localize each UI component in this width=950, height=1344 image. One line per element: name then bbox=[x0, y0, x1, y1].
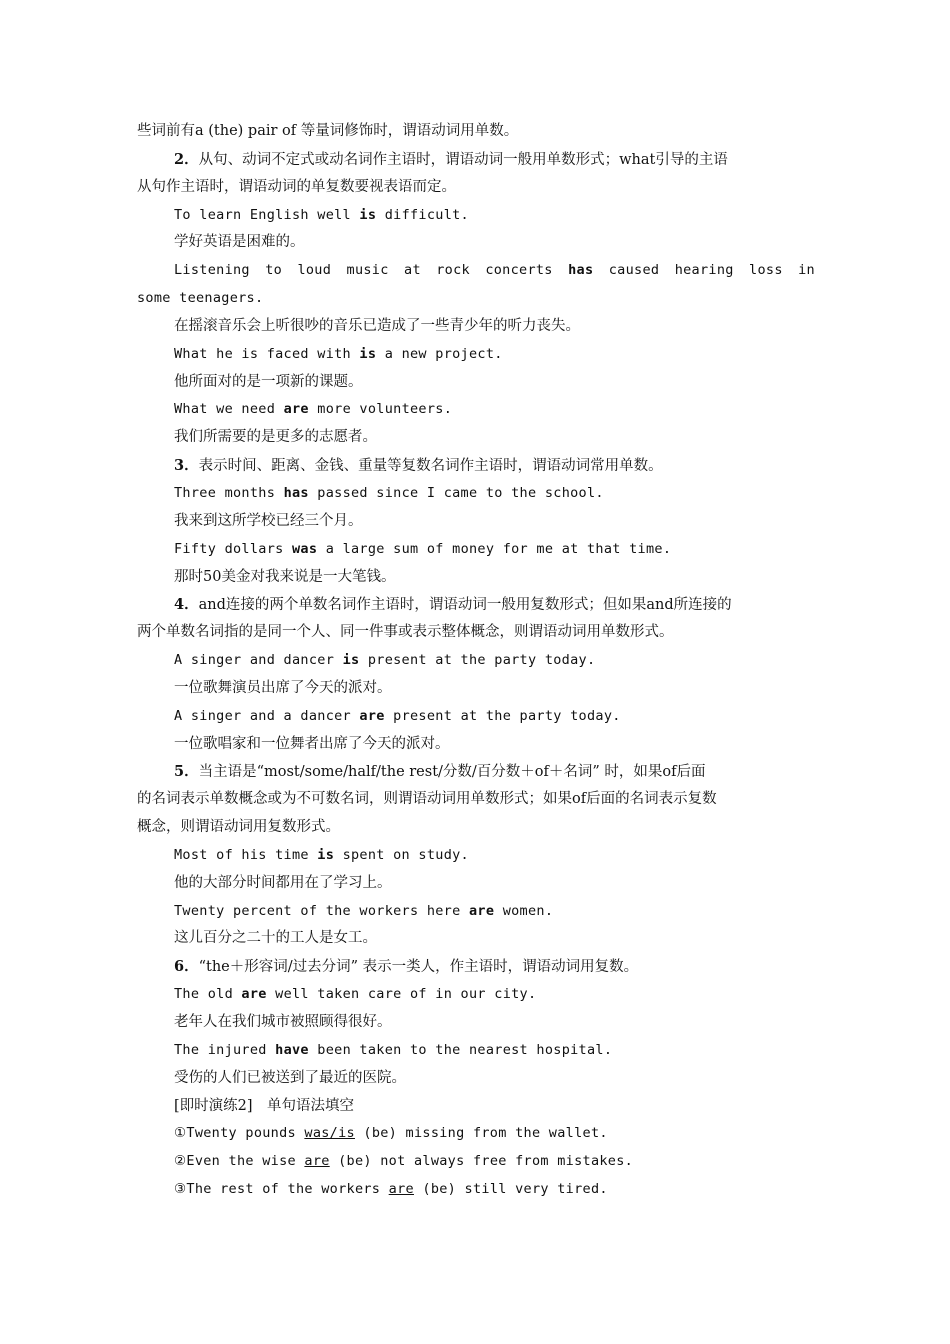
example-sentence bbox=[137, 341, 815, 369]
translation: 学好英语是困难的。 bbox=[174, 234, 305, 251]
example-sentence bbox=[137, 480, 815, 508]
example-text: Three months bbox=[174, 484, 284, 501]
answer-blank: was/is bbox=[304, 1125, 355, 1142]
word: Listening bbox=[174, 262, 250, 279]
verb-highlight: is bbox=[317, 846, 335, 863]
rule-text: 当主语是“most/some/half/the rest/分数/百分数＋of＋名词” 时，如果of后面 bbox=[198, 764, 706, 781]
drill-title: [即时演练2] 单句语法填空 bbox=[174, 1097, 355, 1114]
rule-number: 3． bbox=[174, 457, 199, 475]
exercise-text: ①Twenty pounds bbox=[174, 1125, 305, 1142]
rule-text: 表示时间、距离、金钱、重量等复数名词作主语时，谓语动词常用单数。 bbox=[198, 458, 663, 475]
translation: 受伤的人们已被送到了最近的医院。 bbox=[174, 1069, 406, 1086]
exercise-text: (be) not always free from mistakes. bbox=[329, 1153, 634, 1170]
word: at bbox=[404, 262, 421, 279]
text-line: 概念，则谓语动词用复数形式。 bbox=[137, 819, 340, 836]
example-sentence bbox=[137, 536, 815, 564]
example-text: a large sum of money for me at that time. bbox=[317, 540, 672, 557]
example-text: Fifty dollars bbox=[174, 540, 292, 557]
example-text: A singer and dancer bbox=[174, 652, 343, 669]
exercise-text: ②Even the wise bbox=[174, 1153, 305, 1170]
example-text: present at the party today. bbox=[384, 707, 621, 724]
exercise-item bbox=[137, 1148, 815, 1176]
example-text: well taken care of in our city. bbox=[266, 986, 537, 1003]
example-text: spent on study. bbox=[334, 846, 469, 863]
verb-highlight: was bbox=[292, 540, 318, 557]
text-line: 两个单数名词指的是同一个人、同一件事或表示整体概念，则谓语动词用单数形式。 bbox=[137, 624, 674, 641]
example-text: a new project. bbox=[376, 345, 503, 362]
word: loud bbox=[297, 262, 332, 279]
exercise-text: (be) still very tired. bbox=[413, 1181, 608, 1198]
translation: 一位歌唱家和一位舞者出席了今天的派对。 bbox=[174, 735, 450, 752]
exercise-item bbox=[137, 1120, 815, 1148]
word: in bbox=[798, 262, 815, 279]
example-sentence bbox=[137, 898, 815, 926]
word: to bbox=[265, 262, 283, 279]
example-sentence bbox=[137, 1037, 815, 1065]
text-line: 的名词表示单数概念或为不可数名词，则谓语动词用单数形式；如果of后面的名词表示复数 bbox=[137, 791, 717, 808]
rule-4 bbox=[137, 591, 815, 619]
example-text: present at the party today. bbox=[359, 652, 596, 669]
word: loss bbox=[749, 262, 783, 279]
document-page bbox=[137, 118, 815, 1204]
example-sentence bbox=[137, 842, 815, 870]
verb-highlight: are bbox=[283, 401, 309, 418]
rule-number: 6． bbox=[174, 958, 199, 976]
rule-6 bbox=[137, 953, 815, 981]
example-text: Most of his time bbox=[174, 846, 318, 863]
exercise-item bbox=[137, 1176, 815, 1204]
verb-highlight: is bbox=[359, 206, 377, 223]
translation: 那时50美金对我来说是一大笔钱。 bbox=[174, 568, 396, 585]
example-text: more volunteers. bbox=[308, 401, 453, 418]
verb-highlight: are bbox=[241, 986, 267, 1003]
text-line: 从句作主语时，谓语动词的单复数要视表语而定。 bbox=[137, 178, 456, 195]
rule-number: 4． bbox=[174, 596, 199, 614]
example-text: been taken to the nearest hospital. bbox=[308, 1041, 613, 1058]
rule-number: 2． bbox=[174, 150, 199, 168]
rule-text: “the＋形容词/过去分词” 表示一类人，作主语时，谓语动词用复数。 bbox=[198, 959, 639, 976]
answer-blank: are bbox=[388, 1181, 414, 1198]
verb-highlight: are bbox=[468, 902, 495, 919]
word: music bbox=[346, 262, 389, 279]
example-sentence bbox=[137, 981, 815, 1009]
example-text: A singer and a dancer bbox=[174, 707, 360, 724]
rule-text: and连接的两个单数名词作主语时，谓语动词一般用复数形式；但如果and所连接的 bbox=[198, 597, 732, 614]
example-text: Twenty percent of the workers here bbox=[174, 902, 469, 919]
example-text: women. bbox=[494, 902, 554, 919]
translation: 我们所需要的是更多的志愿者。 bbox=[174, 429, 377, 446]
translation: 他的大部分时间都用在了学习上。 bbox=[174, 874, 392, 891]
example-text: The injured bbox=[174, 1041, 276, 1058]
translation: 老年人在我们城市被照顾得很好。 bbox=[174, 1014, 392, 1030]
example-text: What he is faced with bbox=[174, 345, 360, 362]
example-text: What we need bbox=[174, 401, 284, 418]
translation: 一位歌舞演员出席了今天的派对。 bbox=[174, 679, 392, 696]
example-text: The old bbox=[174, 986, 242, 1003]
translation: 他所面对的是一项新的课题。 bbox=[174, 373, 363, 390]
example-text: difficult. bbox=[376, 206, 469, 223]
verb-highlight: has bbox=[283, 484, 309, 501]
example-continuation: some teenagers. bbox=[137, 290, 264, 307]
verb-highlight: is bbox=[342, 652, 360, 669]
example-sentence bbox=[137, 647, 815, 675]
rule-number: 5． bbox=[174, 763, 199, 781]
word: rock bbox=[436, 262, 470, 279]
example-sentence-justified bbox=[137, 257, 815, 285]
text-line: 些词前有a (the) pair of 等量词修饰时，谓语动词用单数。 bbox=[137, 123, 519, 139]
verb-highlight: has bbox=[568, 262, 594, 279]
rule-3 bbox=[137, 452, 815, 480]
verb-highlight: have bbox=[275, 1041, 309, 1058]
example-text: To learn English well bbox=[174, 206, 360, 223]
rule-5 bbox=[137, 758, 815, 786]
translation: 我来到这所学校已经三个月。 bbox=[174, 512, 363, 529]
exercise-text: ③The rest of the workers bbox=[174, 1181, 389, 1198]
exercise-text: (be) missing from the wallet. bbox=[354, 1125, 608, 1142]
translation: 在摇滚音乐会上听很吵的音乐已造成了一些青少年的听力丧失。 bbox=[174, 317, 580, 334]
word: caused bbox=[608, 262, 660, 279]
rule-text: 从句、动词不定式或动名词作主语时，谓语动词一般用单数形式；what引导的主语 bbox=[198, 151, 728, 168]
example-text: passed since I came to the school. bbox=[308, 484, 604, 501]
translation: 这儿百分之二十的工人是女工。 bbox=[174, 930, 377, 947]
example-sentence bbox=[137, 202, 815, 230]
example-sentence bbox=[137, 396, 815, 424]
rule-2 bbox=[137, 146, 815, 174]
verb-highlight: is bbox=[359, 345, 377, 362]
word: hearing bbox=[674, 262, 734, 279]
example-sentence bbox=[137, 703, 815, 731]
verb-highlight: are bbox=[359, 707, 385, 724]
answer-blank: are bbox=[304, 1153, 330, 1170]
word: concerts bbox=[485, 262, 553, 279]
